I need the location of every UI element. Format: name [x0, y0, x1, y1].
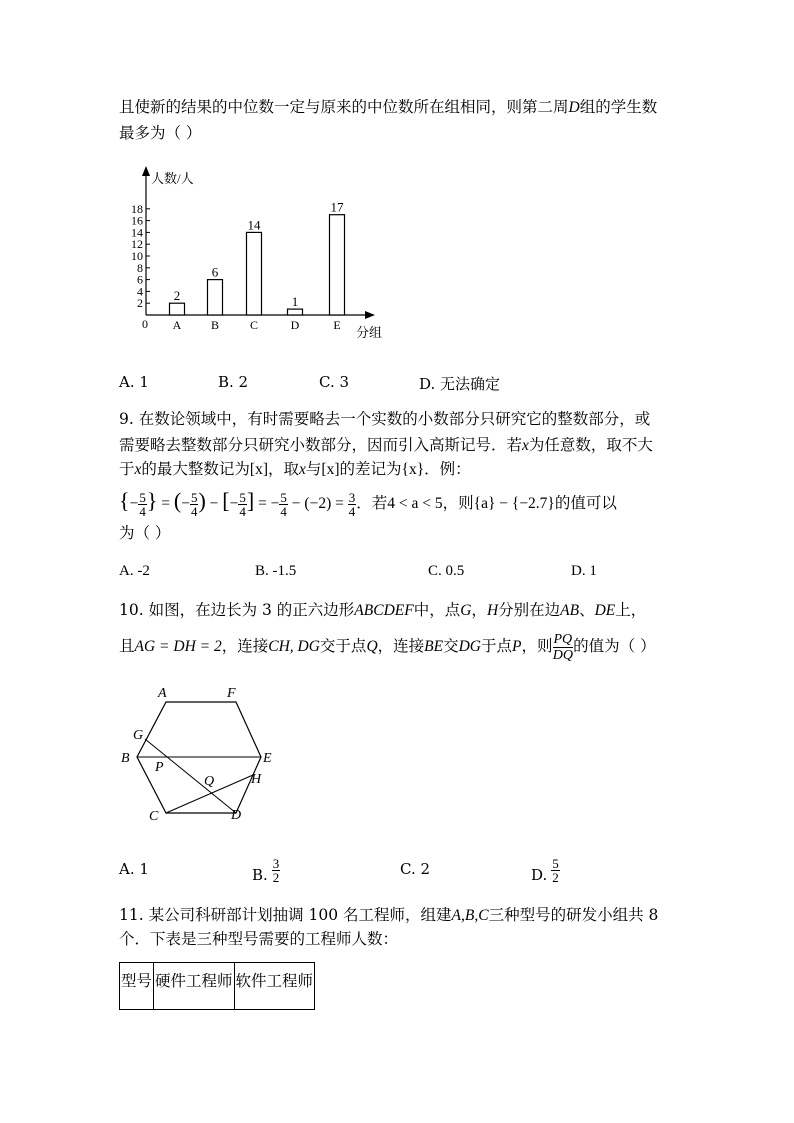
q10-line2: 且AG = DH = 2，连接CH, DG交于点Q，连接BE交DG于点P，则 $\frac{PQ}{DQ}$ 的值为（ ）: [119, 631, 656, 663]
bar-a: [170, 303, 185, 315]
table-header-cell: 硬件工程师: [154, 963, 235, 1010]
bar-value-label: 17: [330, 199, 344, 215]
engineer-table: [119, 962, 315, 1010]
label-d: D: [231, 808, 242, 823]
q8-option-c[interactable]: C. 3: [319, 373, 350, 391]
q9-option-c[interactable]: C. 0.5: [428, 563, 465, 579]
origin-label: 0: [142, 317, 148, 331]
q10-option-d[interactable]: D. $\frac{5}{2}$: [531, 856, 559, 885]
q10-option-b[interactable]: B. $\frac{3}{2}$: [252, 856, 280, 885]
category-label: C: [249, 318, 259, 332]
q9-line2: 需要略去整数部分只研究小数部分，因而引入高斯记号．若x为任意数，取不大: [119, 436, 653, 454]
bar-value-label: 1: [291, 294, 299, 310]
bar-value-label: 6: [211, 264, 219, 280]
label-b: B: [121, 751, 130, 766]
label-p: P: [155, 760, 164, 775]
label-c: C: [149, 809, 159, 824]
label-h: H: [251, 772, 262, 787]
y-tick-label: 6: [137, 272, 143, 287]
y-tick-label: 12: [131, 237, 143, 252]
q9-line3: 于x的最大整数记为[x]，取x与[x]的差记为{x}．例：: [119, 460, 471, 478]
label-q: Q: [204, 774, 215, 789]
y-tick-label: 16: [131, 213, 143, 228]
q11-line1: 11. 某公司科研部计划抽调 100 名工程师，组建A,B,C三种型号的研发小组共 8: [119, 906, 659, 924]
bar-d: [288, 309, 303, 315]
q9-example: {− $\frac{5}{4}$ } = (− $\frac{5}{4}$ ) − [− $\frac{5}{4}$ ] = − $\frac{5}{4}$ − (−2) = $\frac{3}{4}$ ．若4 < a < 5，则{a} − {−2.7}的值可以: [119, 488, 617, 519]
y-axis-arrow: [142, 166, 150, 176]
label-e: E: [263, 751, 272, 766]
q8-line1: 且使新的结果的中位数一定与原来的中位数所在组相同，则第二周D组的学生数: [119, 98, 658, 116]
bar-value-label: 14: [247, 217, 261, 233]
bar-value-label: 2: [173, 288, 181, 304]
q11-line2: 个．下表是三种型号需要的工程师人数：: [119, 930, 399, 948]
y-tick-label: 14: [131, 225, 143, 240]
table-header-row: [120, 963, 315, 1010]
bar-chart: [125, 162, 405, 352]
category-label: A: [172, 318, 182, 332]
x-axis-arrow: [365, 311, 375, 319]
table-header-cell: 型号: [120, 963, 154, 1010]
q9-line5: 为（ ）: [119, 524, 171, 542]
q9-option-b[interactable]: B. -1.5: [255, 563, 297, 579]
label-a: A: [158, 686, 167, 701]
q10-line1: 10. 如图，在边长为 3 的正六边形ABCDEF中，点G，H分别在边AB、DE上，: [119, 601, 647, 619]
q10-option-a[interactable]: A. 1: [119, 860, 149, 878]
q10-option-c[interactable]: C. 2: [400, 860, 431, 878]
label-f: F: [227, 686, 236, 701]
bar-b: [208, 280, 223, 315]
q9-option-d[interactable]: D. 1: [571, 563, 597, 579]
category-label: E: [333, 318, 341, 332]
q8-line2: 最多为（ ）: [119, 124, 202, 142]
q8-option-a[interactable]: A. 1: [119, 373, 149, 391]
bar-c: [247, 232, 262, 315]
y-tick-label: 4: [137, 284, 143, 299]
y-axis-label: 人数/人: [151, 171, 194, 186]
y-tick-label: 18: [131, 201, 143, 216]
bar-e: [330, 215, 345, 315]
y-tick-label: 2: [137, 296, 143, 311]
category-label: D: [290, 318, 300, 332]
label-g: G: [133, 728, 144, 743]
q9-option-a[interactable]: A. -2: [119, 563, 150, 579]
y-tick-label: 10: [131, 249, 143, 263]
category-label: B: [210, 318, 220, 332]
table-header-cell: 软件工程师: [234, 963, 315, 1010]
y-tick-label: 8: [137, 260, 143, 275]
q8-option-b[interactable]: B. 2: [218, 373, 249, 391]
hexagon-figure: [115, 680, 285, 830]
q9-line1: 9. 在数论领域中，有时需要略去一个实数的小数部分只研究它的整数部分，或: [119, 410, 651, 428]
q8-option-d[interactable]: D. 无法确定: [419, 375, 501, 393]
x-axis-label: 分组: [356, 325, 383, 340]
